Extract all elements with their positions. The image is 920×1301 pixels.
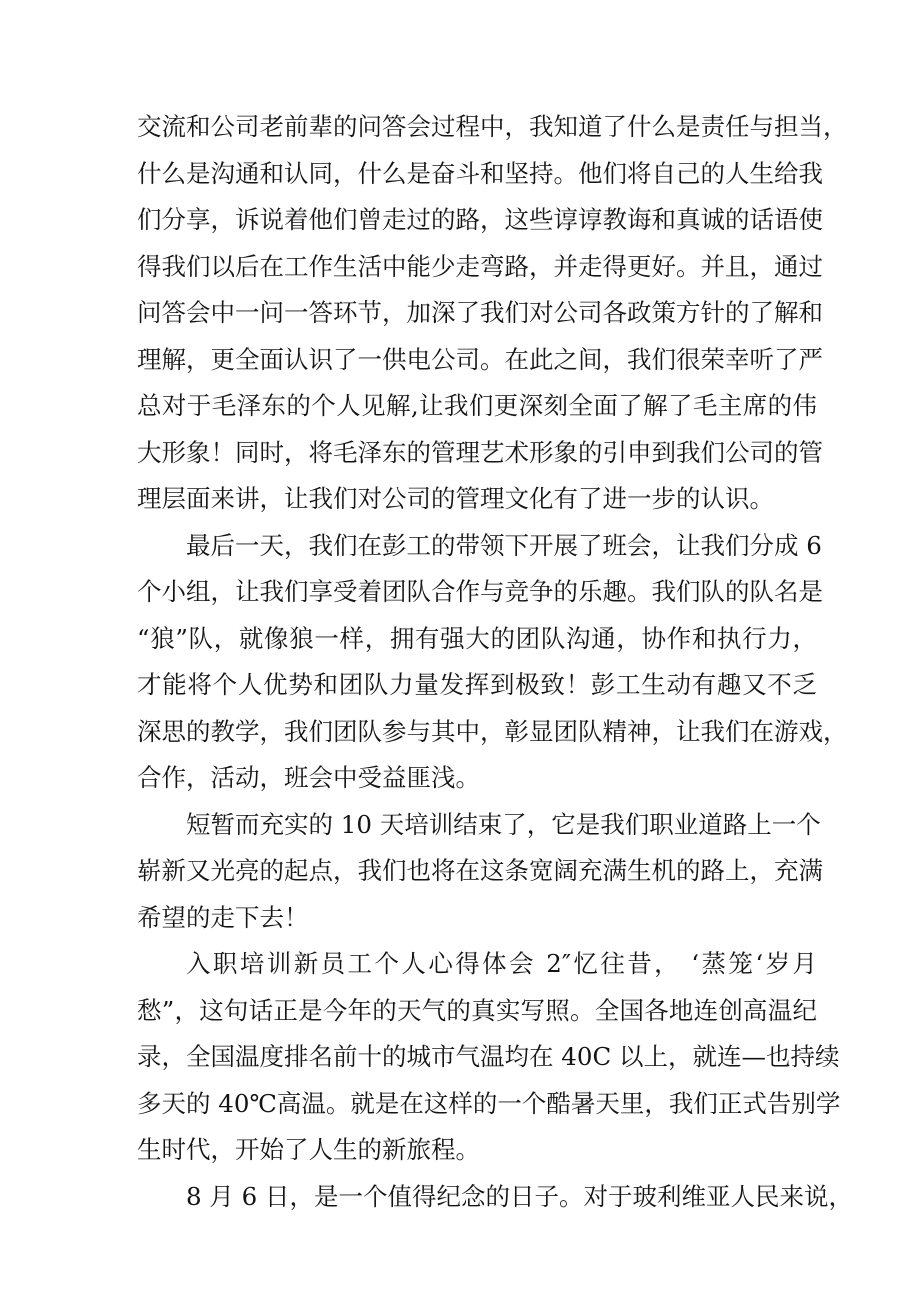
text-line: 大形象！同时，将毛泽东的管理艺术形象的引申到我们公司的管 <box>137 437 823 467</box>
text-line: 个小组，让我们享受着团队合作与竞争的乐趣。我们队的队名是 <box>137 577 823 606</box>
text-line: 深思的教学，我们团队参与其中，彰显团队精神，让我们在游戏， <box>137 716 848 746</box>
text-line: 录，全国温度排名前十的城市气温均在 40C 以上，就连—也持续 <box>137 1042 840 1071</box>
text-line: 合作，活动，班会中受益匪浅。 <box>137 763 480 792</box>
text-line: 得我们以后在工作生活中能少走弯路，并走得更好。并且，通过 <box>137 251 823 281</box>
text-line: “狼”队，就像狼一样，拥有强大的团队沟通，协作和执行力， <box>137 623 817 653</box>
text-line: 生时代，开始了人生的新旅程。 <box>137 1135 480 1164</box>
text-line: 多天的 40℃高温。就是在这样的一个酷暑天里，我们正式告别学 <box>137 1088 841 1118</box>
text-line: 什么是沟通和认同，什么是奋斗和坚持。他们将自己的人生给我 <box>137 158 823 188</box>
paragraph-start-line: 8 月 6 日，是一个值得纪念的日子。对于玻利维亚人民来说， <box>186 1181 854 1211</box>
text-line: 希望的走下去！ <box>137 902 309 932</box>
text-line: 崭新又光亮的起点，我们也将在这条宽阔充满生机的路上，充满 <box>137 856 823 885</box>
text-line: 们分享，诉说着他们曾走过的路，这些谆谆教诲和真诚的话语使 <box>137 205 823 234</box>
paragraph-start-line: 入职培训新员工个人心得体会 2″忆往昔， ‘蒸笼‘岁月 <box>186 949 817 978</box>
text-line: 理解，更全面认识了一供电公司。在此之间，我们很荣幸听了严 <box>137 344 823 374</box>
text-line: 总对于毛泽东的个人见解,让我们更深刻全面了解了毛主席的伟 <box>137 391 817 420</box>
text-line: 问答会中一问一答环节，加深了我们对公司各政策方针的了解和 <box>137 298 823 327</box>
text-line: 理层面来讲，让我们对公司的管理文化有了进一步的认识。 <box>137 484 774 513</box>
text-line: 才能将个人优势和团队力量发挥到极致！彭工生动有趣又不乏 <box>137 670 817 699</box>
paragraph-start-line: 最后一天，我们在彭工的带领下开展了班会，让我们分成 6 <box>186 530 822 560</box>
body-text <box>137 104 854 1220</box>
text-line: 愁”，这句话正是今年的天气的真实写照。全国各地连创高温纪 <box>137 995 817 1025</box>
text-line: 交流和公司老前辈的问答会过程中，我知道了什么是责任与担当， <box>137 112 848 141</box>
paragraph-start-line: 短暂而充实的 10 天培训结束了，它是我们职业道路上一个 <box>186 809 821 839</box>
